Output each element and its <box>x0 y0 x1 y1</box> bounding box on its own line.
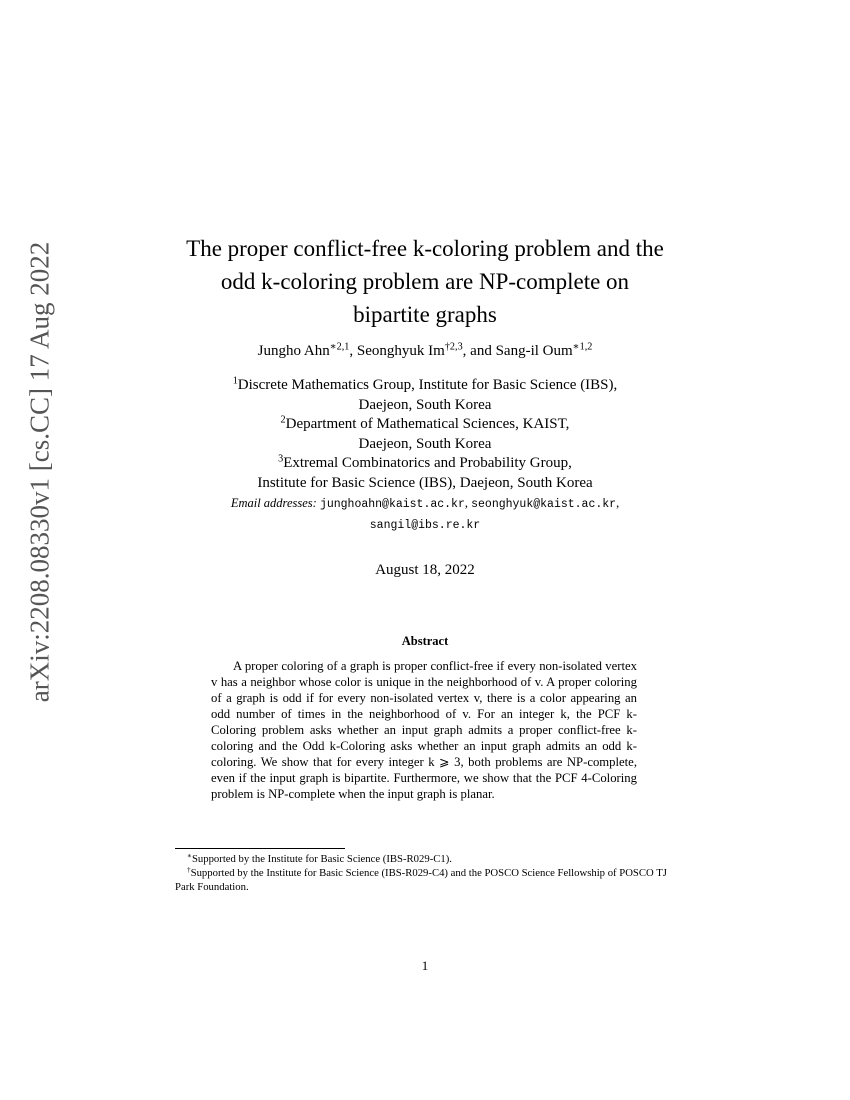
email-link[interactable]: seonghyuk@kaist.ac.kr <box>471 498 617 511</box>
paper-title <box>150 232 700 331</box>
author-marks: ∗1,2 <box>572 341 593 353</box>
email-label: Email addresses: <box>230 496 317 510</box>
email-link[interactable]: sangil@ibs.re.kr <box>369 519 481 532</box>
footnote-mark: ∗ <box>187 852 192 860</box>
affiliation-line: $^2$Department of Mathematical Sciences, KAIST, <box>280 414 570 432</box>
affiliation-line: $^3$Extremal Combinatorics and Probability Group, <box>278 453 572 471</box>
arxiv-identifier-stamp: arXiv:2208.08330v1 [cs.CC] 17 Aug 2022 <box>24 241 55 703</box>
affiliation-number: 1 <box>232 375 238 387</box>
author-name: Jungho Ahn <box>257 343 330 359</box>
footnote-mark: † <box>187 866 191 874</box>
author-separator: , and <box>462 343 496 359</box>
affiliations <box>150 376 700 535</box>
author-separator: , <box>349 343 357 359</box>
email-addresses: Email addresses: junghoahn@kaist.ac.kr, seonghyuk@kaist.ac.kr, <box>230 496 620 511</box>
author-list <box>150 341 700 361</box>
affiliation-line: Daejeon, South Korea <box>358 396 492 413</box>
email-link[interactable]: junghoahn@kaist.ac.kr <box>319 498 465 511</box>
affiliation-number: 3 <box>278 453 284 465</box>
author-name: Seonghyuk Im <box>356 343 445 359</box>
footnote: ∗Supported by the Institute for Basic Science (IBS-R029-C1). <box>187 852 452 865</box>
publication-date: August 18, 2022 <box>375 562 475 578</box>
page-number: 1 <box>421 958 429 973</box>
footnote-divider <box>175 848 345 849</box>
affiliation-line: Institute for Basic Science (IBS), Daejeon, South Korea <box>257 474 593 491</box>
affiliation-number: 2 <box>280 414 286 426</box>
abstract-text: A proper coloring of a graph is proper conflict-free if every non-isolated vertex v has a neighbor whose color is unique in the neighborhood of v. A proper coloring of a graph is odd if for every non-isolated vertex v, there is a color appearing an odd number of times in the neighborhood of v. For an integer k, the PCF k-Coloring problem asks whether an input graph admits a proper conflict-free k-coloring and the Odd k-Coloring asks whether an input graph admits an odd k-coloring. We show that for every integer k ⩾ 3, both problems are NP-complete, even if the input graph is bipartite. Furthermore, we show that the PCF 4-Coloring problem is NP-complete when the input graph is planar. <box>211 659 637 801</box>
footnote: †Supported by the Institute for Basic Science (IBS-R029-C4) and the POSCO Science Fellowship of POSCO TJ Park Foundation. <box>175 866 667 893</box>
affiliation-line: Daejeon, South Korea <box>358 435 492 452</box>
author-marks: ∗2,1 <box>329 341 350 353</box>
email-addresses-cont <box>150 515 700 535</box>
title-line-2: odd k-coloring problem are NP-complete on <box>220 269 630 294</box>
title-line-1: The proper conflict-free k-coloring problem and the <box>186 236 664 261</box>
title-line-3: bipartite graphs <box>353 302 497 327</box>
footnotes <box>175 852 675 894</box>
abstract-heading: Abstract <box>401 634 449 648</box>
author-name: Sang-il Oum <box>495 343 573 359</box>
affiliation-line: $^1$Discrete Mathematics Group, Institute for Basic Science (IBS), <box>232 375 618 393</box>
author-marks: †2,3 <box>444 341 463 353</box>
